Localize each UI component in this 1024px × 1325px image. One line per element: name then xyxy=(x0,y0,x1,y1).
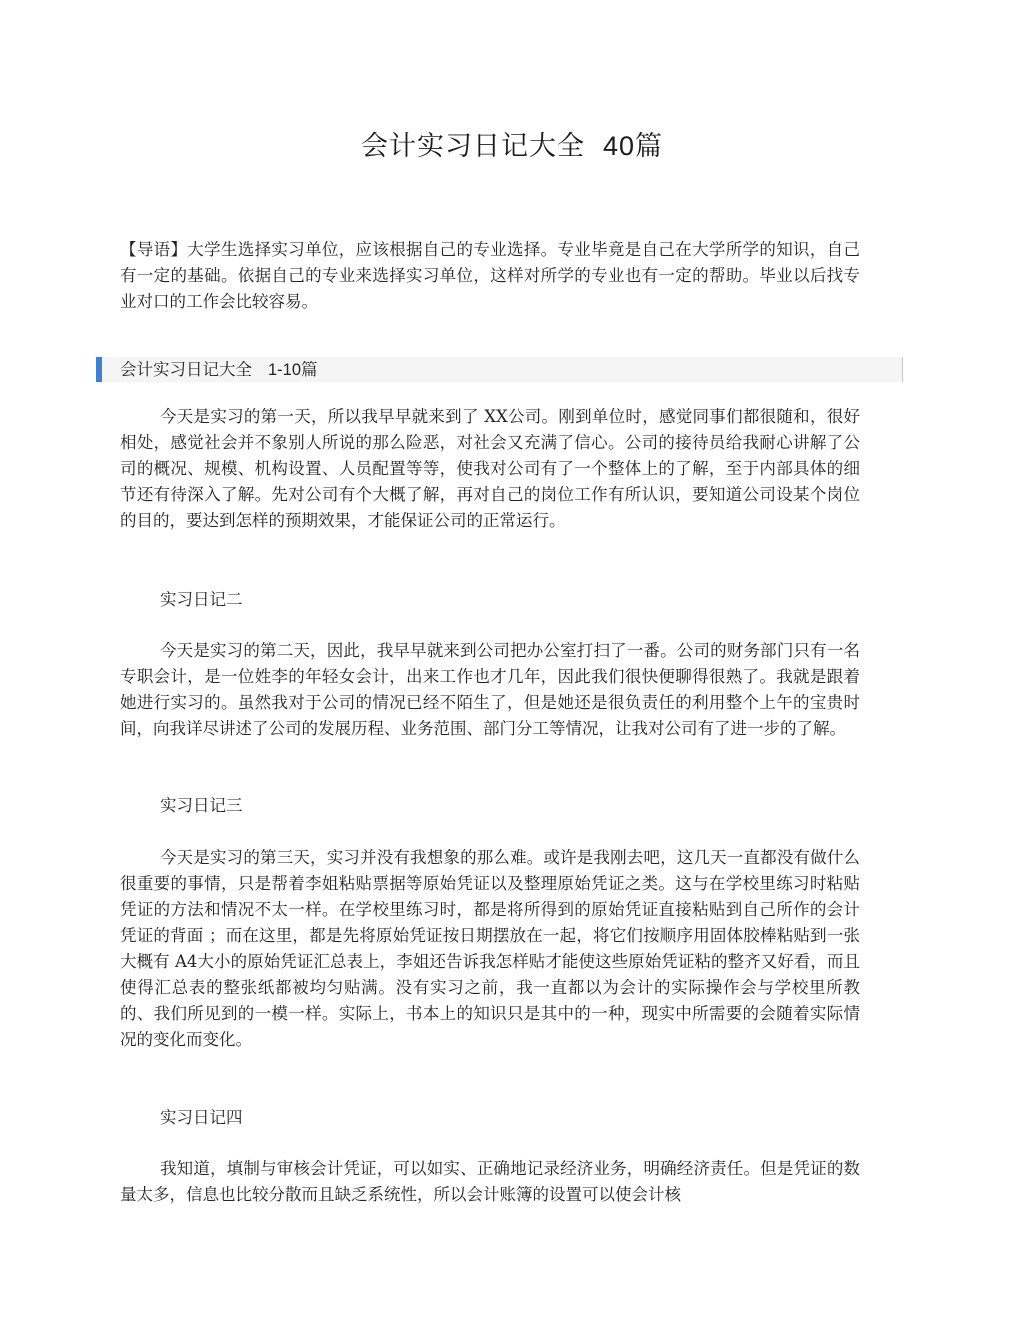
document-title-text: 会计实习日记大全 xyxy=(360,131,585,162)
document-title-count: 40篇 xyxy=(602,131,664,161)
entry-2-heading: 实习日记二 xyxy=(160,590,243,609)
entry-3-heading: 实习日记三 xyxy=(160,796,243,815)
entry-3-text: 今天是实习的第三天，实习并没有我想象的那么难。或许是我刚去吧，这几天一直都没有做什么很重要的事情，只是帮着李姐粘贴票据等原始凭证以及整理原始凭证之类。这与在学校里练习时粘贴凭证的方法和情况不太一样。在学校里练习时，都是将所得到的原始凭证直接粘贴到自己所作的会计凭证的背面 ；而在这里，都是先将原始凭证按日期摆放在一起，将它们按顺序用固体胶棒粘贴到一张大概有 A4大小的原始凭证汇总表上，李姐还告诉我怎样贴才能使这些原始凭证粘的整齐又好看，而且使得汇总表的整张纸都被均匀贴满。没有实习之前，我一直都以为会计的实际操作会与学校里所教的、我们所见到的一模一样。实际上，书本上的知识只是其中的一种，现实中所需要的会随着实际情况的变化而变化。 xyxy=(120,848,860,1049)
section-header-text: 会计实习日记大全 xyxy=(120,360,252,379)
intro-paragraph: 【导语】大学生选择实习单位，应该根据自己的专业选择。专业毕竟是自己在大学所学的知识，自己有一定的基础。依据自己的专业来选择实习单位，这样对所学的专业也有一定的帮助。毕业以后找专业对口的工作会比较容易。 xyxy=(120,240,860,311)
entry-4-text: 我知道，填制与审核会计凭证，可以如实、正确地记录经济业务，明确经济责任。但是凭证的数量太多，信息也比较分散而且缺乏系统性，所以会计账簿的设置可以使会计核 xyxy=(120,1159,860,1204)
document-title xyxy=(0,124,1024,163)
section-header xyxy=(96,357,903,382)
entry-4-heading: 实习日记四 xyxy=(160,1108,243,1127)
section-accent-bar xyxy=(96,357,102,382)
entry-2-text: 今天是实习的第二天，因此，我早早就来到公司把办公室打扫了一番。公司的财务部门只有一名专职会计，是一位姓李的年轻女会计，出来工作也才几年，因此我们很快便聊得很熟了。我就是跟着她进行实习的。虽然我对于公司的情况已经不陌生了，但是她还是很负责任的利用整个上午的宝贵时间，向我详尽讲述了公司的发展历程、业务范围、部门分工等情况，让我对公司有了进一步的了解。 xyxy=(120,641,860,738)
entry-1-text: 今天是实习的第一天，所以我早早就来到了 XX公司。刚到单位时，感觉同事们都很随和，很好相处，感觉社会并不象别人所说的那么险恶，对社会又充满了信心。公司的接待员给我耐心讲解了公司的概况、规模、机构设置、人员配置等等，使我对公司有了一个整体上的了解，至于内部具体的细节还有待深入了解。先对公司有个大概了解，再对自己的岗位工作有所认识，要知道公司设某个岗位的目的，要达到怎样的预期效果，才能保证公司的正常运行。 xyxy=(120,407,860,530)
section-header-label xyxy=(120,359,318,381)
section-header-range: 1-10篇 xyxy=(268,361,318,379)
